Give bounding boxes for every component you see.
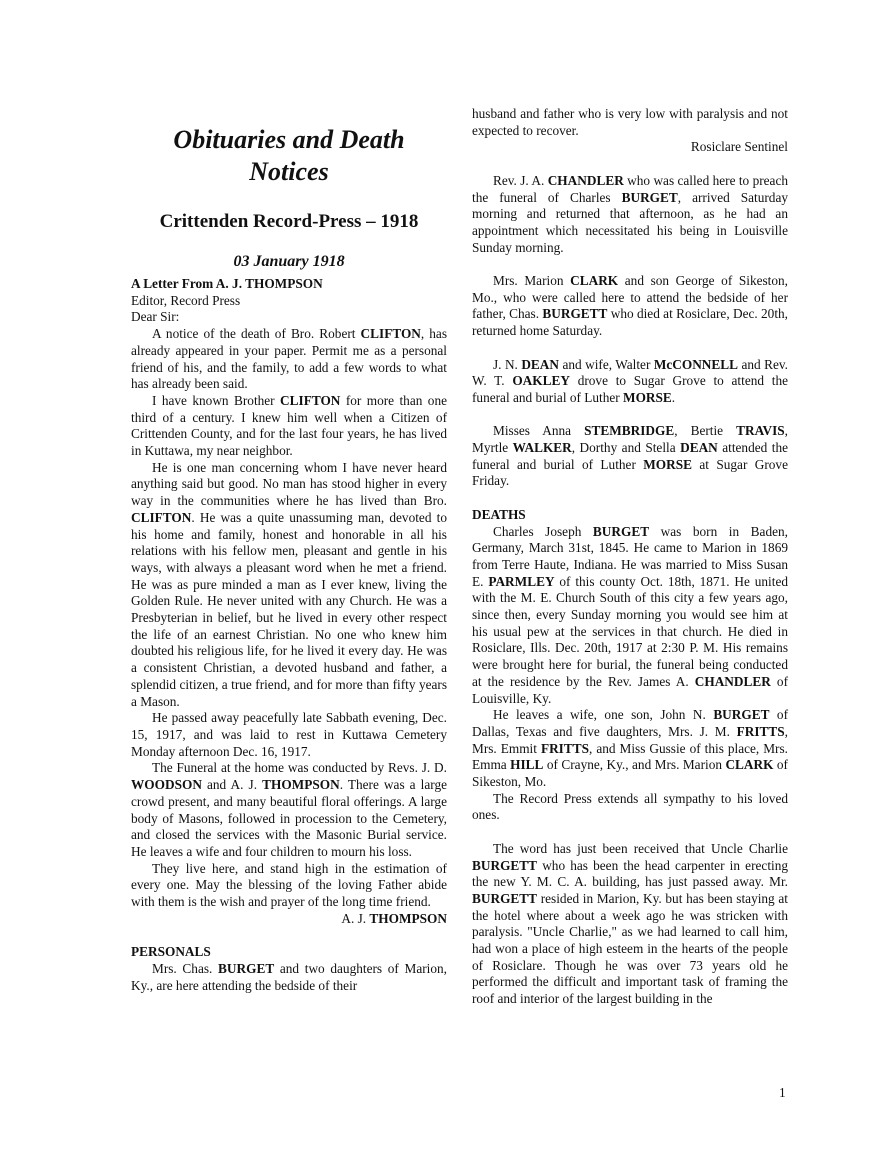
surname: CHANDLER (547, 172, 624, 188)
text-run: . There was a large crowd present, and many beautiful floral offerings. A large body of Masons, followed in procession to the Cemetery, and closed the services with the Masonic Burial service. He leaves a wife and four children to mourn his loss. (131, 777, 447, 859)
letter-heading-text: A Letter From A. J. (131, 276, 246, 291)
personals-paragraph-1 (131, 961, 447, 994)
text-run: who has been the head carpenter in erecting the new Y. M. C. A. building, has just passed away. Mr. (472, 857, 788, 890)
text-run: , and Miss Gussie of this place, Mrs. Emma (472, 740, 788, 773)
text-run: of this county Oct. 18th, 1871. He united with the M. E. Church South of this city a few years ago, since then, every Sunday morning you would see him at his usual pew at the services in that church. He died in Rosiclare, Ills. Dec. 20th, 1917 at 2:30 P. M. His remains were brought here for burial, the funeral being conducted at the residence by the Rev. James A. (472, 573, 788, 689)
text-run: and son George of Sikeston, Mo., who were called here to attend the bedside of her father, Chas. (472, 273, 788, 322)
spacer (472, 824, 788, 841)
deaths-paragraph-1 (472, 524, 788, 708)
surname: CLIFTON (131, 509, 192, 525)
text-run: The word has just been received that Uncle Charlie (493, 840, 788, 856)
deaths-heading: DEATHS (472, 506, 526, 522)
text-run: and Rev. W. T. (472, 356, 789, 389)
deaths-paragraph-2 (472, 707, 788, 791)
letter-heading (131, 276, 447, 293)
deaths-paragraph-3: The Record Press extends all sympathy to his loved ones. (472, 790, 788, 823)
surname: STEMBRIDGE (584, 423, 675, 439)
surname: CLIFTON (280, 392, 341, 408)
surname: BURGET (218, 960, 275, 976)
text-run: J. N. (493, 356, 522, 372)
text-run: Misses Anna (493, 423, 585, 439)
text-run: of Sikeston, Mo. (472, 757, 788, 790)
letter-paragraph-1 (131, 326, 447, 393)
text-run: , has already appeared in your paper. Permit me as a personal friend of his, and the family, to add a few words to what has already been said. (131, 326, 448, 392)
letter-paragraph-4: He passed away peacefully late Sabbath evening, Dec. 15, 1917, and was laid to rest in Kuttawa Cemetery Monday afternoon Dec. 16, 1917. (131, 710, 447, 759)
surname: HILL (510, 757, 544, 773)
deaths-paragraph-4 (472, 841, 788, 1008)
text-run: . (671, 389, 676, 405)
text-run: A notice of the death of Bro. Robert (152, 326, 361, 342)
surname: WOODSON (131, 777, 202, 793)
surname: TRAVIS (736, 423, 785, 439)
surname: DEAN (521, 356, 560, 372)
text-run: I have known Brother (152, 392, 281, 408)
spacer (131, 927, 447, 944)
letter-paragraph-2 (131, 393, 447, 460)
text-run: attended the funeral and burial of Luther (472, 440, 788, 472)
text-run: He is one man concerning whom I have never heard anything said but good. No man has stood higher in every way in the communities where he has lived than Bro. (131, 459, 447, 509)
text-run: Rev. J. A. (493, 172, 548, 188)
spacer (472, 407, 788, 424)
surname: CLARK (725, 757, 774, 773)
surname: CLIFTON (360, 326, 421, 342)
text-run: at Sugar Grove Friday. (472, 456, 788, 489)
issue-date: 03 January 1918 (233, 253, 345, 270)
letter-editor: Editor, Record Press (131, 292, 241, 308)
letter-paragraph-6: They live here, and stand high in the estimation of every one. May the blessing of the loving Father abide with them is the wish and prayer of the long time friend. (131, 860, 447, 910)
text-run: . He was a quite unassuming man, devoted to his home and family, honest and honorable in all his relations with his fellow men, pleasant and gentle in his ways, with always a pleasant word when he met a friend. He was as pure minded a man as I ever knew, living the Golden Rule. He never united with any Church. He was a Presbyterian in belief, but he lived in every other respect the life of an earnest Christian. No one who knew him doubted his religious life, for he lived it every day. He was a consistent Christian, a devoted husband and father, a splendid citizen, a true friend, and for more than fifty years a Mason. (131, 509, 447, 709)
text-run: resided in Marion, Ky. but has been staying at the hotel where about a week ago he was stricken with paralysis. "Uncle Charlie," as we had learned to call him, had won a place of high esteem in the hearts of the people of Rosiclare. Though he was over 73 years old he performed the difficult and important task of framing the roof and interior of the largest building in the (472, 890, 788, 1007)
personals-paragraph-5 (472, 423, 788, 490)
surname: FRITTS (736, 723, 785, 739)
surname: WALKER (512, 440, 572, 455)
personals-paragraph-3 (472, 273, 788, 340)
surname: BURGETT (472, 890, 538, 906)
surname: MORSE (623, 389, 672, 405)
surname: BURGETT (542, 306, 608, 322)
spacer (472, 156, 788, 173)
spacer (472, 490, 788, 507)
personals-paragraph-2 (472, 173, 788, 257)
personals-paragraph-4 (472, 357, 788, 407)
text-run: was born in Baden, Germany, March 31st, 1845. He came to Marion in 1869 from Terre Haute, Indiana. He was married to Miss Susan E. (472, 523, 788, 589)
surname: McCONNELL (653, 356, 739, 372)
text-run: for more than one third of a century. I knew him well when a Citizen of Crittenden County, and for the last four years, he has lived in Kuttawa, my near neighbor. (131, 392, 448, 459)
source-credit: Rosiclare Sentinel (690, 139, 788, 155)
spacer (472, 256, 788, 273)
text-run: , Bertie (674, 423, 737, 439)
spacer (472, 340, 788, 357)
text-run: of Crayne, Ky., and Mrs. Marion (543, 757, 726, 773)
page-number: 1 (779, 1085, 786, 1100)
letter-heading-name: THOMPSON (245, 276, 323, 291)
personals-paragraph-1-continued (472, 106, 788, 139)
surname: FRITTS (540, 740, 589, 756)
surname: BURGETT (472, 857, 538, 873)
text-run: and wife, Walter (559, 356, 654, 372)
letter-salutation: Dear Sir: (131, 309, 180, 325)
text-run: who was called here to preach the funeral of Charles (472, 172, 789, 205)
text-run: and two daughters of Marion, Ky., are here attending the bedside of their (131, 960, 447, 993)
surname: MORSE (643, 456, 693, 472)
signature-name: THOMPSON (369, 910, 447, 926)
surname: DEAN (680, 440, 718, 455)
page-subtitle: Crittenden Record-Press – 1918 (159, 211, 419, 232)
text-run: who died at Rosiclare, Dec. 20th, returned home Saturday. (472, 306, 788, 339)
text-run: drove to Sugar Grove to attend the funeral and burial of Luther (472, 373, 788, 405)
surname: BURGET (621, 189, 678, 205)
personals-heading: PERSONALS (131, 944, 211, 960)
left-column (131, 104, 447, 994)
page-title: Obituaries and Death Notices (173, 125, 405, 186)
text-run: of Louisville, Ky. (472, 673, 788, 706)
text-run: , arrived Saturday morning and returned that afternoon, as he had an appointment which necessitated his being in Louisville Sunday morning. (472, 189, 789, 255)
text-run: Charles Joseph (493, 523, 593, 539)
text-run: He leaves a wife, one son, John N. (493, 707, 714, 723)
letter-paragraph-3 (131, 460, 447, 711)
surname: BURGET (713, 707, 770, 723)
text-run: and A. J. (201, 777, 263, 793)
text-run: Mrs. Chas. (152, 960, 219, 976)
surname: CLARK (570, 273, 619, 288)
letter-paragraph-5 (131, 760, 447, 860)
surname: THOMPSON (262, 777, 340, 793)
text-run: Mrs. Marion (493, 273, 571, 288)
signature-prefix: A. J. (341, 910, 370, 926)
letter-signature (131, 911, 447, 928)
text-run: The Funeral at the home was conducted by Revs. J. D. (152, 760, 447, 776)
surname: BURGET (592, 523, 650, 539)
text-run: of Dallas, Texas and five daughters, Mrs. J. M. (472, 707, 789, 739)
text-run: , Dorthy and Stella (571, 440, 681, 455)
text-run: , Myrtle (472, 423, 788, 455)
right-column (472, 106, 788, 1008)
text-run: husband and father who is very low with paralysis and not expected to recover. (472, 106, 788, 138)
surname: OAKLEY (512, 373, 570, 389)
surname: PARMLEY (488, 573, 555, 589)
surname: CHANDLER (694, 673, 771, 689)
text-run: , Mrs. Emmit (472, 723, 788, 756)
